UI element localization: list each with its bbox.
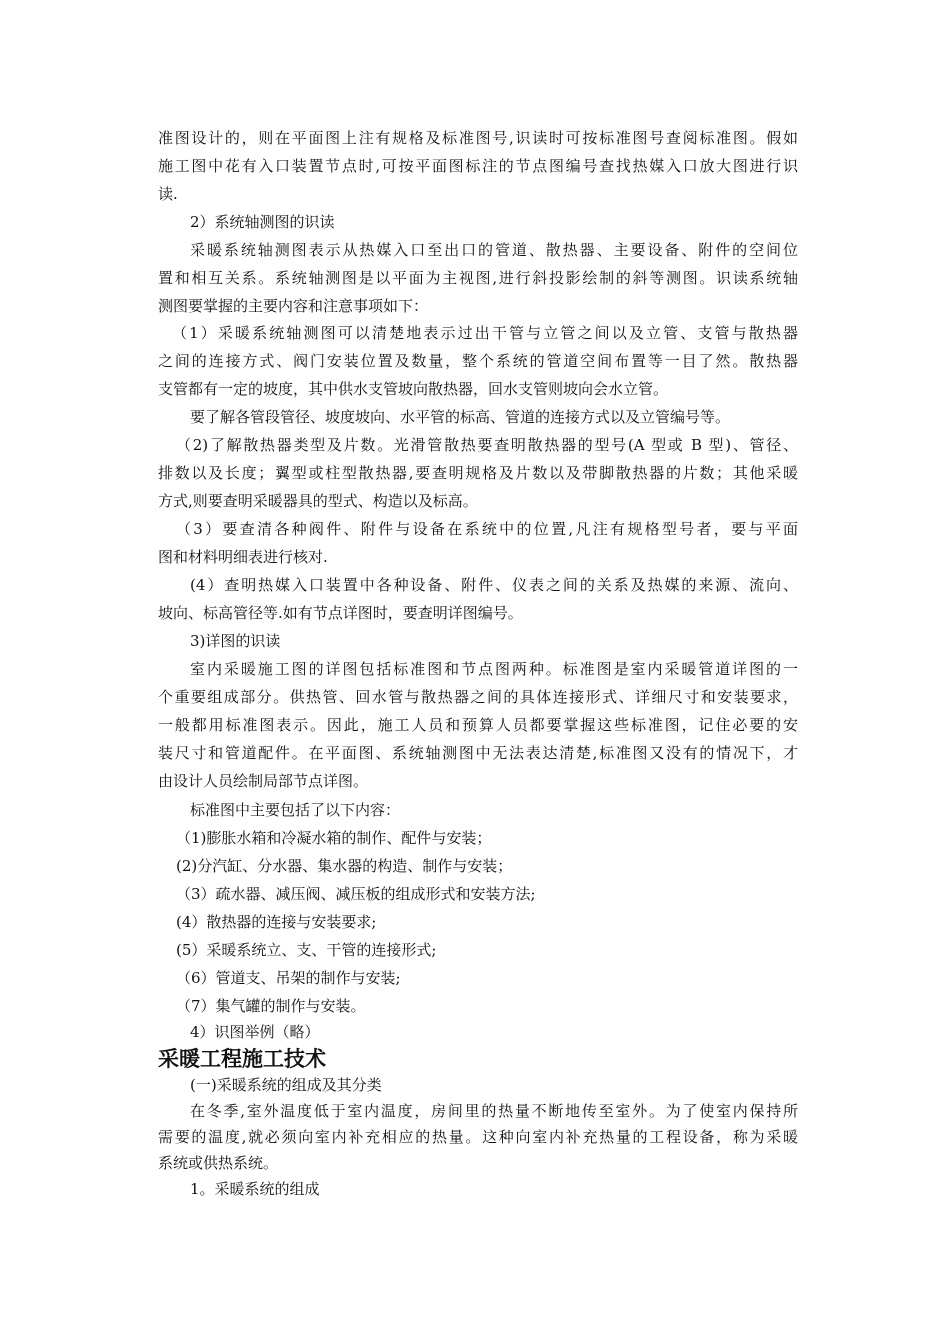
subsection-heading: 2）系统轴测图的识读 (190, 213, 335, 231)
subsection-heading: 4）识图举例（略） (190, 1023, 320, 1041)
list-item: （1）采暖系统轴测图可以清楚地表示过出干管与立管之间以及立管、支管与散热器 (172, 324, 798, 342)
list-item: (4）查明热媒入口装置中各种设备、附件、仪表之间的关系及热媒的来源、流向、 (190, 576, 798, 594)
paragraph-line: 采暖系统轴测图表示从热媒入口至出口的管道、散热器、主要设备、附件的空间位 (190, 241, 798, 259)
paragraph-line: 个重要组成部分。供热管、回水管与散热器之间的具体连接形式、详细尺寸和安装要求， (158, 688, 798, 706)
paragraph-line: 测图要掌握的主要内容和注意事项如下： (158, 297, 429, 315)
paragraph-line: 置和相互关系。系统轴测图是以平面为主视图,进行斜投影绘制的斜等测图。识读系统轴 (158, 269, 798, 287)
paragraph-line: 由设计人员绘制局部节点详图。 (158, 772, 369, 790)
paragraph-line: 支管都有一定的坡度，其中供水支管坡向散热器，回水支管则坡向会水立管。 (158, 380, 669, 398)
list-item: (2)分汽缸、分水器、集水器的构造、制作与安装； (176, 857, 513, 875)
subsection-heading: 1。采暖系统的组成 (190, 1180, 320, 1198)
list-item: （3）疏水器、减压阀、减压板的组成形式和安装方法; (176, 885, 536, 903)
list-item: (5）采暖系统立、支、干管的连接形式; (176, 941, 437, 959)
paragraph-line: 坡向、标高管径等.如有节点详图时，要查明详图编号。 (158, 604, 523, 622)
subsection-heading: 3)详图的识读 (190, 632, 281, 650)
subsection-heading: (一)采暖系统的组成及其分类 (190, 1076, 382, 1094)
list-item: （3）要查清各种阀件、附件与设备在系统中的位置,凡注有规格型号者，要与平面 (176, 520, 798, 538)
paragraph-line: 要了解各管段管径、坡度坡向、水平管的标高、管道的连接方式以及立管编号等。 (190, 408, 731, 426)
list-item: （1)膨胀水箱和冷凝水箱的制作、配件与安装； (176, 829, 492, 847)
paragraph-line: 需要的温度,就必须向室内补充相应的热量。这种向室内补充热量的工程设备，称为采暖 (158, 1128, 798, 1146)
paragraph-line: 之间的连接方式、阀门安装位置及数量，整个系统的管道空间布置等一目了然。散热器 (158, 352, 798, 370)
paragraph-line: 在冬季,室外温度低于室内温度，房间里的热量不断地传至室外。为了使室内保持所 (190, 1102, 798, 1120)
paragraph-line: 室内采暖施工图的详图包括标准图和节点图两种。标准图是室内采暖管道详图的一 (190, 660, 798, 678)
paragraph-line: 系统或供热系统。 (158, 1154, 279, 1172)
list-item: （7）集气罐的制作与安装。 (176, 997, 366, 1015)
paragraph-line: 施工图中花有入口装置节点时,可按平面图标注的节点图编号查找热媒入口放大图进行识 (158, 157, 798, 175)
paragraph-line: 准图设计的，则在平面图上注有规格及标准图号,识读时可按标准图号查阅标准图。假如 (158, 129, 798, 147)
list-item: （6）管道支、吊架的制作与安装; (176, 969, 401, 987)
list-item: （2)了解散热器类型及片数。光滑管散热要查明散热器的型号(A 型或 B 型)、管径、 (176, 436, 798, 454)
section-title: 采暖工程施工技术 (158, 1047, 326, 1071)
paragraph-line: 一般都用标准图表示。因此，施工人员和预算人员都要掌握这些标准图，记住必要的安 (158, 716, 798, 734)
paragraph-line: 图和材料明细表进行核对. (158, 548, 328, 566)
paragraph-line: 读. (158, 185, 178, 203)
paragraph-line: 标准图中主要包括了以下内容： (190, 801, 401, 819)
paragraph-line: 装尺寸和管道配件。在平面图、系统轴测图中无法表达清楚,标准图又没有的情况下，才 (158, 744, 798, 762)
list-item: (4）散热器的连接与安装要求; (176, 913, 377, 931)
paragraph-line: 排数以及长度；翼型或柱型散热器,要查明规格及片数以及带脚散热器的片数；其他采暖 (158, 464, 798, 482)
paragraph-line: 方式,则要查明采暖器具的型式、构造以及标高。 (158, 492, 478, 510)
